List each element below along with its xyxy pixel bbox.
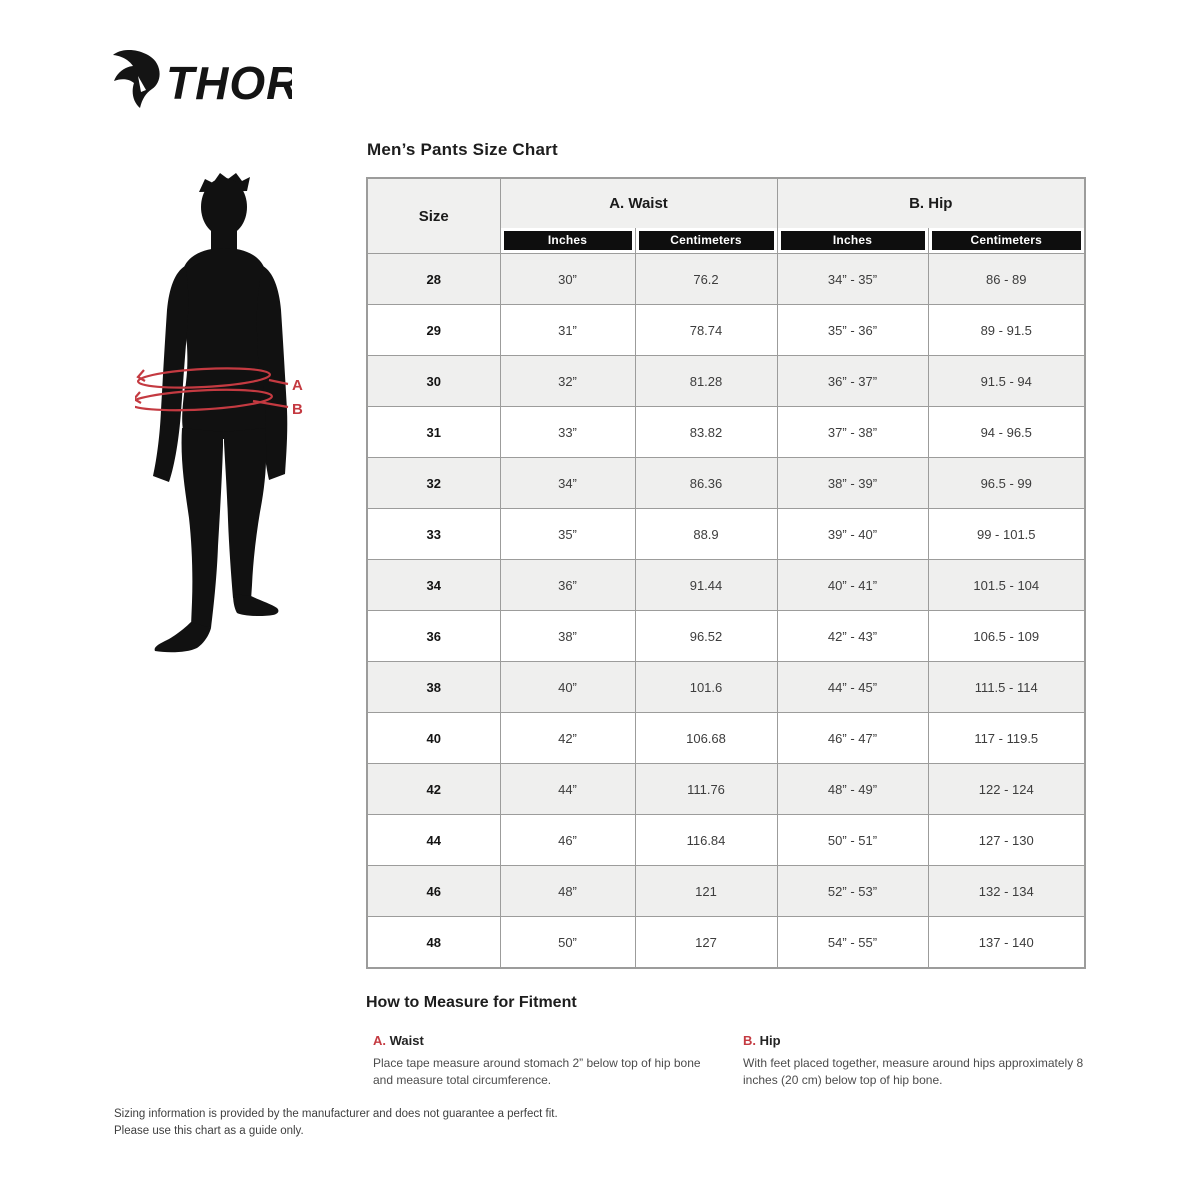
cell-waist-inches: 31” [500, 305, 635, 356]
cell-waist-inches: 36” [500, 560, 635, 611]
waist-label-a: A [292, 377, 303, 394]
measurement-figure [135, 170, 315, 660]
table-row [367, 407, 1085, 458]
table-row [367, 305, 1085, 356]
cell-waist-centimeters: 106.68 [635, 713, 777, 764]
fitment-hip [743, 1033, 1091, 1089]
subheader-bar: Inches [781, 231, 925, 250]
cell-waist-inches: 34” [500, 458, 635, 509]
cell-waist-centimeters: 81.28 [635, 356, 777, 407]
cell-hip-inches: 50” - 51” [777, 815, 928, 866]
cell-hip-centimeters: 89 - 91.5 [928, 305, 1085, 356]
subheader-waist-inches [500, 228, 635, 254]
column-header-hip: B. Hip [777, 178, 1085, 228]
cell-hip-inches: 48” - 49” [777, 764, 928, 815]
cell-hip-centimeters: 106.5 - 109 [928, 611, 1085, 662]
subheader-bar: Inches [504, 231, 632, 250]
cell-waist-centimeters: 111.76 [635, 764, 777, 815]
cell-waist-inches: 50” [500, 917, 635, 969]
cell-waist-centimeters: 127 [635, 917, 777, 969]
fitment-waist-prefix: A. [373, 1033, 386, 1048]
cell-hip-centimeters: 99 - 101.5 [928, 509, 1085, 560]
hip-label-b: B [292, 401, 303, 418]
cell-hip-centimeters: 132 - 134 [928, 866, 1085, 917]
table-row [367, 611, 1085, 662]
cell-size: 32 [367, 458, 500, 509]
table-row [367, 764, 1085, 815]
cell-hip-inches: 36” - 37” [777, 356, 928, 407]
cell-waist-centimeters: 88.9 [635, 509, 777, 560]
table-row [367, 458, 1085, 509]
table-row [367, 662, 1085, 713]
cell-waist-centimeters: 96.52 [635, 611, 777, 662]
thor-logo-graphic [112, 48, 292, 110]
table-row [367, 509, 1085, 560]
fitment-waist-name: Waist [389, 1033, 424, 1048]
table-row [367, 815, 1085, 866]
cell-size: 33 [367, 509, 500, 560]
size-chart-section [366, 140, 1088, 969]
size-table [366, 177, 1086, 969]
cell-waist-inches: 46” [500, 815, 635, 866]
cell-size: 48 [367, 917, 500, 969]
cell-waist-inches: 33” [500, 407, 635, 458]
cell-hip-centimeters: 101.5 - 104 [928, 560, 1085, 611]
goat-head-icon [113, 50, 160, 108]
cell-size: 44 [367, 815, 500, 866]
cell-waist-centimeters: 86.36 [635, 458, 777, 509]
disclaimer-line-2: Please use this chart as a guide only. [114, 1125, 304, 1137]
cell-size: 46 [367, 866, 500, 917]
subheader-hip-inches [777, 228, 928, 254]
subheader-waist-centimeters [635, 228, 777, 254]
size-table-body [367, 254, 1085, 969]
table-row [367, 917, 1085, 969]
cell-size: 40 [367, 713, 500, 764]
fitment-hip-name: Hip [759, 1033, 781, 1048]
fitment-hip-text: With feet placed together, measure around hips approximately 8 inches (20 cm) below top of hip bone. [743, 1056, 1084, 1087]
male-silhouette-graphic [135, 170, 315, 660]
fitment-waist [373, 1033, 721, 1089]
cell-waist-inches: 30” [500, 254, 635, 305]
subheader-hip-centimeters [928, 228, 1085, 254]
cell-waist-centimeters: 78.74 [635, 305, 777, 356]
cell-hip-centimeters: 111.5 - 114 [928, 662, 1085, 713]
size-chart-title: Men’s Pants Size Chart [367, 140, 558, 159]
cell-waist-inches: 42” [500, 713, 635, 764]
cell-hip-inches: 34” - 35” [777, 254, 928, 305]
cell-waist-centimeters: 116.84 [635, 815, 777, 866]
thor-logo [112, 48, 292, 110]
column-header-size: Size [367, 178, 500, 254]
cell-hip-inches: 46” - 47” [777, 713, 928, 764]
cell-size: 29 [367, 305, 500, 356]
cell-hip-inches: 39” - 40” [777, 509, 928, 560]
cell-hip-inches: 37” - 38” [777, 407, 928, 458]
fitment-waist-text: Place tape measure around stomach 2” below top of hip bone and measure total circumference. [373, 1056, 701, 1087]
disclaimer [114, 1106, 558, 1140]
cell-size: 28 [367, 254, 500, 305]
cell-hip-inches: 42” - 43” [777, 611, 928, 662]
cell-waist-centimeters: 121 [635, 866, 777, 917]
cell-waist-inches: 38” [500, 611, 635, 662]
cell-size: 38 [367, 662, 500, 713]
fitment-waist-heading [373, 1033, 721, 1048]
fitment-section [366, 994, 1088, 1123]
cell-hip-centimeters: 94 - 96.5 [928, 407, 1085, 458]
cell-size: 42 [367, 764, 500, 815]
cell-hip-inches: 52” - 53” [777, 866, 928, 917]
fitment-title: How to Measure for Fitment [366, 994, 577, 1011]
cell-size: 36 [367, 611, 500, 662]
cell-waist-inches: 44” [500, 764, 635, 815]
cell-size: 34 [367, 560, 500, 611]
cell-hip-centimeters: 91.5 - 94 [928, 356, 1085, 407]
cell-waist-inches: 48” [500, 866, 635, 917]
cell-hip-centimeters: 122 - 124 [928, 764, 1085, 815]
cell-hip-inches: 40” - 41” [777, 560, 928, 611]
subheader-bar: Centimeters [932, 231, 1082, 250]
table-row [367, 356, 1085, 407]
table-row [367, 713, 1085, 764]
table-row [367, 254, 1085, 305]
disclaimer-line-1: Sizing information is provided by the manufacturer and does not guarantee a perfect fit. [114, 1108, 558, 1120]
cell-size: 30 [367, 356, 500, 407]
fitment-hip-heading [743, 1033, 1091, 1048]
cell-hip-inches: 35” - 36” [777, 305, 928, 356]
thor-logo-wordmark: THOR [166, 57, 292, 109]
cell-hip-inches: 44” - 45” [777, 662, 928, 713]
cell-hip-inches: 54” - 55” [777, 917, 928, 969]
table-row [367, 866, 1085, 917]
cell-waist-centimeters: 101.6 [635, 662, 777, 713]
cell-hip-centimeters: 127 - 130 [928, 815, 1085, 866]
male-silhouette [153, 173, 287, 652]
cell-waist-centimeters: 91.44 [635, 560, 777, 611]
cell-waist-inches: 35” [500, 509, 635, 560]
cell-size: 31 [367, 407, 500, 458]
fitment-hip-prefix: B. [743, 1033, 756, 1048]
column-header-waist: A. Waist [500, 178, 777, 228]
cell-waist-centimeters: 76.2 [635, 254, 777, 305]
cell-hip-centimeters: 86 - 89 [928, 254, 1085, 305]
cell-hip-centimeters: 137 - 140 [928, 917, 1085, 969]
cell-hip-inches: 38” - 39” [777, 458, 928, 509]
table-row [367, 560, 1085, 611]
cell-waist-inches: 32” [500, 356, 635, 407]
cell-hip-centimeters: 96.5 - 99 [928, 458, 1085, 509]
size-table-header [367, 178, 1085, 254]
cell-hip-centimeters: 117 - 119.5 [928, 713, 1085, 764]
cell-waist-inches: 40” [500, 662, 635, 713]
cell-waist-centimeters: 83.82 [635, 407, 777, 458]
subheader-bar: Centimeters [639, 231, 774, 250]
